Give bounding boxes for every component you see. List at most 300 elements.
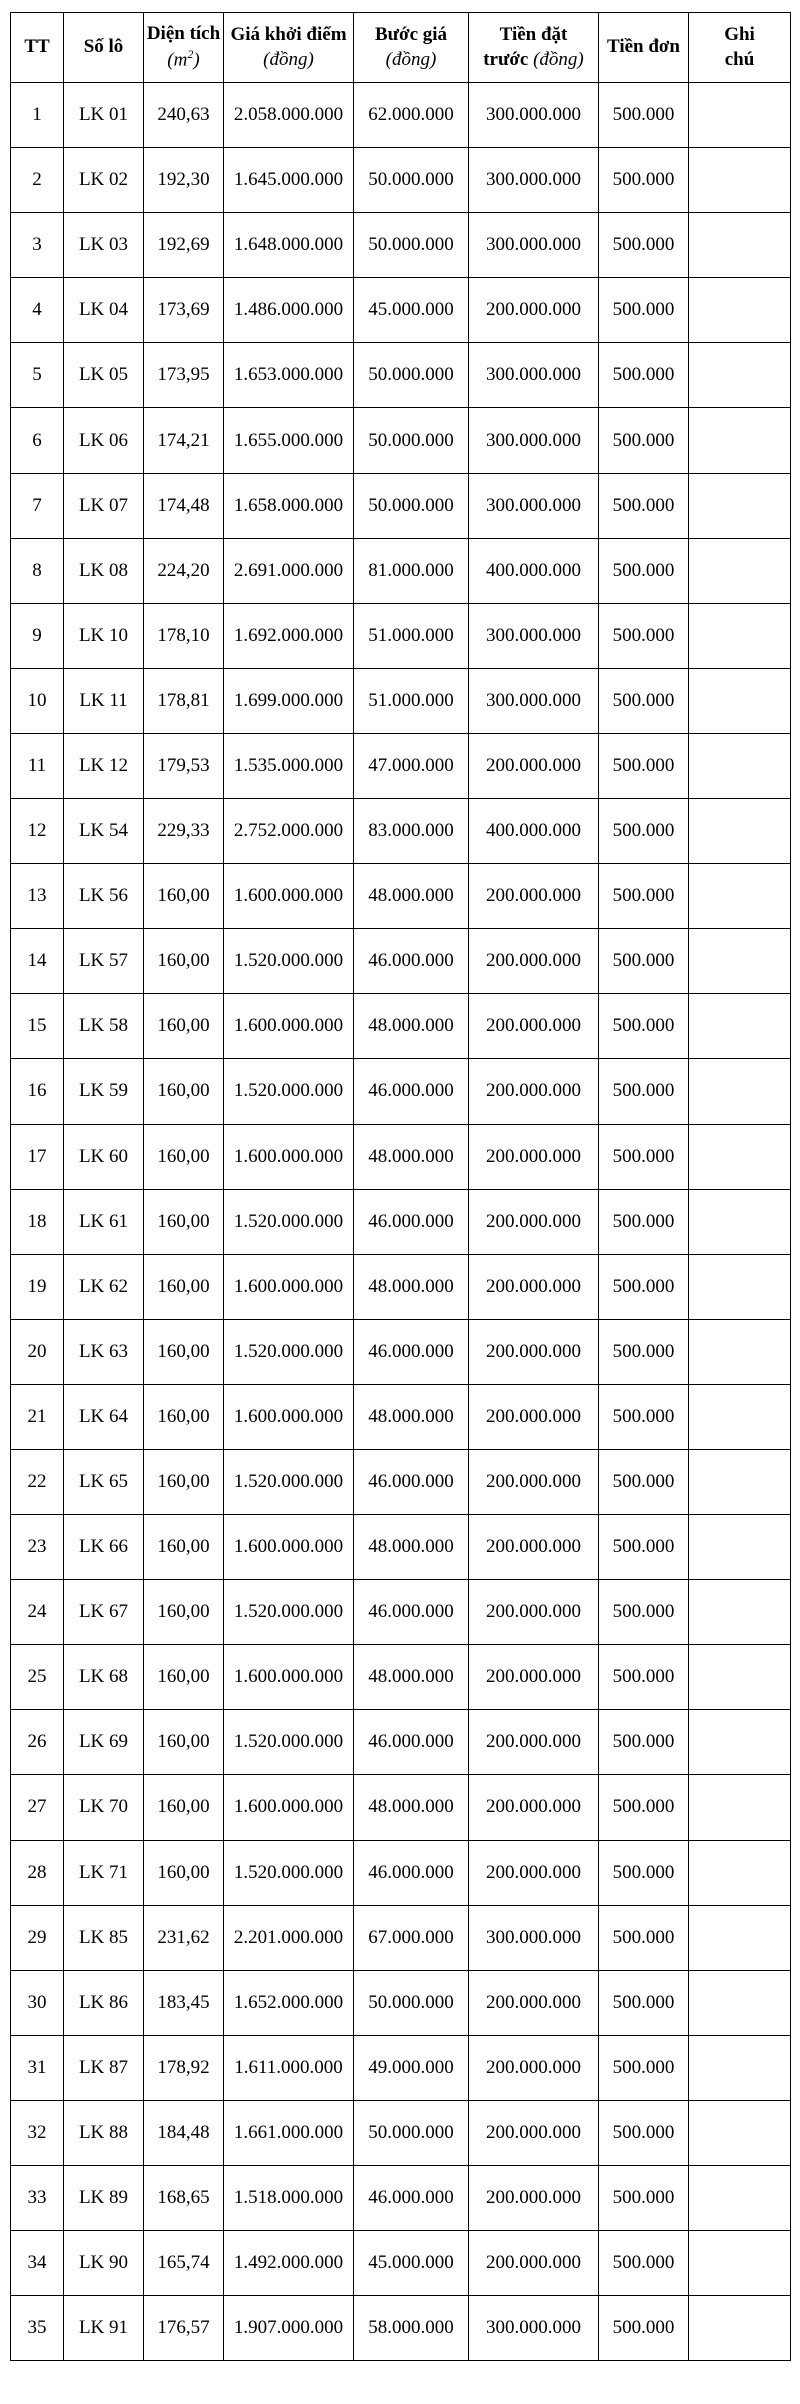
table-row <box>11 1319 791 1384</box>
cell-area: 165,74 <box>144 2231 224 2296</box>
cell-application-fee: 500.000 <box>599 1840 689 1905</box>
header-start-price-label: Giá khởi điểm <box>230 23 347 45</box>
cell-lot-number: LK 66 <box>64 1515 144 1580</box>
cell-area: 178,92 <box>144 2035 224 2100</box>
cell-price-step: 50.000.000 <box>354 343 469 408</box>
cell-area: 231,62 <box>144 1905 224 1970</box>
cell-start-price: 1.520.000.000 <box>224 1189 354 1254</box>
cell-area: 160,00 <box>144 864 224 929</box>
header-note-label: Ghi <box>724 23 755 45</box>
cell-tt: 30 <box>11 1970 64 2035</box>
header-area-unit-prefix: (m <box>167 49 188 71</box>
cell-tt: 11 <box>11 733 64 798</box>
cell-lot-number: LK 64 <box>64 1384 144 1449</box>
cell-tt: 2 <box>11 148 64 213</box>
table-row <box>11 2035 791 2100</box>
cell-deposit: 200.000.000 <box>469 2231 599 2296</box>
cell-application-fee: 500.000 <box>599 408 689 473</box>
cell-application-fee: 500.000 <box>599 1384 689 1449</box>
cell-note <box>689 929 791 994</box>
cell-price-step: 46.000.000 <box>354 1710 469 1775</box>
cell-price-step: 48.000.000 <box>354 1775 469 1840</box>
cell-lot-number: LK 11 <box>64 668 144 733</box>
cell-application-fee: 500.000 <box>599 1319 689 1384</box>
table-row <box>11 2296 791 2361</box>
cell-tt: 33 <box>11 2166 64 2231</box>
cell-deposit: 200.000.000 <box>469 1449 599 1514</box>
cell-price-step: 83.000.000 <box>354 799 469 864</box>
cell-price-step: 46.000.000 <box>354 1840 469 1905</box>
table-row <box>11 2166 791 2231</box>
cell-area: 160,00 <box>144 1840 224 1905</box>
cell-lot-number: LK 57 <box>64 929 144 994</box>
lot-table-container <box>10 12 791 2361</box>
cell-price-step: 47.000.000 <box>354 733 469 798</box>
cell-tt: 9 <box>11 603 64 668</box>
cell-note <box>689 2166 791 2231</box>
cell-tt: 34 <box>11 2231 64 2296</box>
table-row <box>11 1384 791 1449</box>
cell-lot-number: LK 60 <box>64 1124 144 1189</box>
cell-application-fee: 500.000 <box>599 2296 689 2361</box>
cell-deposit: 200.000.000 <box>469 1840 599 1905</box>
cell-application-fee: 500.000 <box>599 2166 689 2231</box>
cell-note <box>689 408 791 473</box>
cell-lot-number: LK 05 <box>64 343 144 408</box>
cell-area: 160,00 <box>144 929 224 994</box>
cell-deposit: 400.000.000 <box>469 538 599 603</box>
cell-price-step: 48.000.000 <box>354 864 469 929</box>
cell-tt: 3 <box>11 213 64 278</box>
cell-tt: 15 <box>11 994 64 1059</box>
cell-area: 173,95 <box>144 343 224 408</box>
cell-tt: 5 <box>11 343 64 408</box>
cell-deposit: 200.000.000 <box>469 929 599 994</box>
cell-price-step: 51.000.000 <box>354 603 469 668</box>
cell-tt: 35 <box>11 2296 64 2361</box>
cell-price-step: 46.000.000 <box>354 1189 469 1254</box>
cell-area: 183,45 <box>144 1970 224 2035</box>
cell-application-fee: 500.000 <box>599 994 689 1059</box>
cell-lot-number: LK 03 <box>64 213 144 278</box>
cell-start-price: 1.600.000.000 <box>224 864 354 929</box>
header-area-label: Diện tích <box>146 23 221 45</box>
cell-tt: 25 <box>11 1645 64 1710</box>
cell-application-fee: 500.000 <box>599 1515 689 1580</box>
table-row <box>11 1775 791 1840</box>
cell-lot-number: LK 62 <box>64 1254 144 1319</box>
cell-note <box>689 343 791 408</box>
cell-lot-number: LK 63 <box>64 1319 144 1384</box>
cell-price-step: 48.000.000 <box>354 1124 469 1189</box>
cell-deposit: 200.000.000 <box>469 1645 599 1710</box>
cell-start-price: 1.492.000.000 <box>224 2231 354 2296</box>
cell-application-fee: 500.000 <box>599 473 689 538</box>
cell-start-price: 1.520.000.000 <box>224 1840 354 1905</box>
header-deposit-unit: (đồng) <box>533 48 584 70</box>
cell-area: 168,65 <box>144 2166 224 2231</box>
cell-lot-number: LK 06 <box>64 408 144 473</box>
cell-area: 174,48 <box>144 473 224 538</box>
cell-area: 240,63 <box>144 83 224 148</box>
cell-price-step: 46.000.000 <box>354 1580 469 1645</box>
header-area-unit <box>146 47 221 73</box>
cell-tt: 8 <box>11 538 64 603</box>
cell-note <box>689 2100 791 2165</box>
cell-tt: 21 <box>11 1384 64 1449</box>
cell-lot-number: LK 71 <box>64 1840 144 1905</box>
table-row <box>11 278 791 343</box>
cell-note <box>689 1515 791 1580</box>
cell-start-price: 1.600.000.000 <box>224 1384 354 1449</box>
cell-area: 160,00 <box>144 1515 224 1580</box>
cell-application-fee: 500.000 <box>599 1254 689 1319</box>
cell-area: 224,20 <box>144 538 224 603</box>
cell-tt: 14 <box>11 929 64 994</box>
table-row <box>11 538 791 603</box>
cell-area: 192,69 <box>144 213 224 278</box>
cell-start-price: 1.645.000.000 <box>224 148 354 213</box>
cell-deposit: 300.000.000 <box>469 668 599 733</box>
cell-note <box>689 278 791 343</box>
table-row <box>11 473 791 538</box>
cell-start-price: 1.520.000.000 <box>224 1710 354 1775</box>
cell-price-step: 48.000.000 <box>354 994 469 1059</box>
cell-application-fee: 500.000 <box>599 603 689 668</box>
cell-price-step: 50.000.000 <box>354 1970 469 2035</box>
header-lot <box>64 13 144 83</box>
cell-price-step: 45.000.000 <box>354 278 469 343</box>
cell-application-fee: 500.000 <box>599 213 689 278</box>
cell-note <box>689 2035 791 2100</box>
header-area-unit-sup: 2 <box>187 46 194 61</box>
cell-lot-number: LK 02 <box>64 148 144 213</box>
cell-price-step: 50.000.000 <box>354 408 469 473</box>
cell-start-price: 1.520.000.000 <box>224 1319 354 1384</box>
cell-application-fee: 500.000 <box>599 1775 689 1840</box>
cell-area: 160,00 <box>144 1189 224 1254</box>
cell-price-step: 46.000.000 <box>354 1059 469 1124</box>
cell-note <box>689 1319 791 1384</box>
cell-start-price: 1.611.000.000 <box>224 2035 354 2100</box>
table-row <box>11 1189 791 1254</box>
cell-tt: 20 <box>11 1319 64 1384</box>
cell-lot-number: LK 65 <box>64 1449 144 1514</box>
cell-application-fee: 500.000 <box>599 2035 689 2100</box>
cell-deposit: 200.000.000 <box>469 1189 599 1254</box>
header-note <box>689 13 791 83</box>
table-row <box>11 1905 791 1970</box>
header-step-unit: (đồng) <box>385 48 437 70</box>
cell-tt: 16 <box>11 1059 64 1124</box>
cell-note <box>689 1449 791 1514</box>
cell-tt: 26 <box>11 1710 64 1775</box>
cell-price-step: 48.000.000 <box>354 1384 469 1449</box>
cell-application-fee: 500.000 <box>599 668 689 733</box>
cell-deposit: 200.000.000 <box>469 864 599 929</box>
cell-start-price: 1.520.000.000 <box>224 1449 354 1514</box>
cell-area: 160,00 <box>144 1645 224 1710</box>
cell-area: 160,00 <box>144 1449 224 1514</box>
cell-lot-number: LK 08 <box>64 538 144 603</box>
cell-deposit: 200.000.000 <box>469 2100 599 2165</box>
table-row <box>11 148 791 213</box>
table-header <box>11 13 791 83</box>
cell-application-fee: 500.000 <box>599 1189 689 1254</box>
header-step-label: Bước giá <box>374 23 448 45</box>
cell-application-fee: 500.000 <box>599 1970 689 2035</box>
table-row <box>11 1449 791 1514</box>
cell-tt: 23 <box>11 1515 64 1580</box>
cell-price-step: 67.000.000 <box>354 1905 469 1970</box>
table-row <box>11 799 791 864</box>
cell-lot-number: LK 67 <box>64 1580 144 1645</box>
cell-application-fee: 500.000 <box>599 1645 689 1710</box>
cell-area: 160,00 <box>144 1710 224 1775</box>
cell-deposit: 300.000.000 <box>469 1905 599 1970</box>
cell-start-price: 2.752.000.000 <box>224 799 354 864</box>
lot-price-table <box>10 12 791 2361</box>
cell-tt: 4 <box>11 278 64 343</box>
cell-note <box>689 83 791 148</box>
table-row <box>11 2100 791 2165</box>
table-row <box>11 1059 791 1124</box>
cell-note <box>689 1775 791 1840</box>
cell-deposit: 300.000.000 <box>469 2296 599 2361</box>
cell-start-price: 1.661.000.000 <box>224 2100 354 2165</box>
cell-start-price: 2.691.000.000 <box>224 538 354 603</box>
cell-deposit: 200.000.000 <box>469 1319 599 1384</box>
cell-deposit: 200.000.000 <box>469 994 599 1059</box>
cell-lot-number: LK 87 <box>64 2035 144 2100</box>
cell-tt: 24 <box>11 1580 64 1645</box>
header-lot-label: Số lô <box>83 36 124 58</box>
cell-lot-number: LK 69 <box>64 1710 144 1775</box>
cell-note <box>689 668 791 733</box>
header-tt <box>11 13 64 83</box>
cell-tt: 12 <box>11 799 64 864</box>
cell-start-price: 1.699.000.000 <box>224 668 354 733</box>
cell-application-fee: 500.000 <box>599 864 689 929</box>
cell-tt: 1 <box>11 83 64 148</box>
header-note-label-line2: chú <box>724 48 755 70</box>
cell-start-price: 1.600.000.000 <box>224 1775 354 1840</box>
cell-lot-number: LK 61 <box>64 1189 144 1254</box>
cell-start-price: 2.201.000.000 <box>224 1905 354 1970</box>
cell-note <box>689 148 791 213</box>
table-row <box>11 213 791 278</box>
cell-tt: 13 <box>11 864 64 929</box>
cell-area: 160,00 <box>144 1384 224 1449</box>
cell-price-step: 81.000.000 <box>354 538 469 603</box>
cell-start-price: 1.648.000.000 <box>224 213 354 278</box>
cell-price-step: 46.000.000 <box>354 929 469 994</box>
cell-application-fee: 500.000 <box>599 1710 689 1775</box>
cell-start-price: 1.600.000.000 <box>224 1254 354 1319</box>
cell-tt: 28 <box>11 1840 64 1905</box>
cell-tt: 6 <box>11 408 64 473</box>
cell-deposit: 200.000.000 <box>469 2035 599 2100</box>
cell-start-price: 1.520.000.000 <box>224 1580 354 1645</box>
cell-note <box>689 1840 791 1905</box>
header-deposit <box>469 13 599 83</box>
cell-application-fee: 500.000 <box>599 148 689 213</box>
cell-area: 184,48 <box>144 2100 224 2165</box>
cell-price-step: 50.000.000 <box>354 2100 469 2165</box>
cell-note <box>689 799 791 864</box>
header-deposit-label-line2: trước <box>483 48 529 70</box>
cell-note <box>689 864 791 929</box>
cell-deposit: 300.000.000 <box>469 603 599 668</box>
header-row <box>11 13 791 83</box>
cell-tt: 7 <box>11 473 64 538</box>
table-row <box>11 668 791 733</box>
cell-note <box>689 1970 791 2035</box>
cell-start-price: 1.520.000.000 <box>224 929 354 994</box>
cell-lot-number: LK 07 <box>64 473 144 538</box>
table-row <box>11 603 791 668</box>
cell-lot-number: LK 12 <box>64 733 144 798</box>
cell-price-step: 58.000.000 <box>354 2296 469 2361</box>
cell-lot-number: LK 85 <box>64 1905 144 1970</box>
cell-start-price: 1.600.000.000 <box>224 1645 354 1710</box>
cell-note <box>689 1124 791 1189</box>
cell-area: 160,00 <box>144 1254 224 1319</box>
cell-tt: 29 <box>11 1905 64 1970</box>
cell-note <box>689 1384 791 1449</box>
header-start-price <box>224 13 354 83</box>
cell-start-price: 1.600.000.000 <box>224 994 354 1059</box>
header-area <box>144 13 224 83</box>
cell-lot-number: LK 68 <box>64 1645 144 1710</box>
header-step <box>354 13 469 83</box>
cell-deposit: 200.000.000 <box>469 1970 599 2035</box>
cell-tt: 17 <box>11 1124 64 1189</box>
cell-start-price: 1.600.000.000 <box>224 1124 354 1189</box>
cell-tt: 31 <box>11 2035 64 2100</box>
cell-note <box>689 1059 791 1124</box>
cell-tt: 22 <box>11 1449 64 1514</box>
cell-lot-number: LK 59 <box>64 1059 144 1124</box>
cell-lot-number: LK 01 <box>64 83 144 148</box>
cell-deposit: 300.000.000 <box>469 148 599 213</box>
cell-start-price: 1.658.000.000 <box>224 473 354 538</box>
cell-area: 179,53 <box>144 733 224 798</box>
table-row <box>11 1254 791 1319</box>
cell-tt: 32 <box>11 2100 64 2165</box>
cell-application-fee: 500.000 <box>599 1905 689 1970</box>
table-row <box>11 929 791 994</box>
cell-application-fee: 500.000 <box>599 733 689 798</box>
cell-note <box>689 1580 791 1645</box>
header-fee <box>599 13 689 83</box>
cell-note <box>689 213 791 278</box>
table-row <box>11 343 791 408</box>
cell-start-price: 1.653.000.000 <box>224 343 354 408</box>
cell-lot-number: LK 90 <box>64 2231 144 2296</box>
cell-price-step: 51.000.000 <box>354 668 469 733</box>
cell-price-step: 50.000.000 <box>354 213 469 278</box>
cell-area: 173,69 <box>144 278 224 343</box>
cell-deposit: 200.000.000 <box>469 278 599 343</box>
cell-price-step: 62.000.000 <box>354 83 469 148</box>
cell-price-step: 46.000.000 <box>354 1319 469 1384</box>
cell-deposit: 300.000.000 <box>469 213 599 278</box>
cell-lot-number: LK 10 <box>64 603 144 668</box>
header-area-unit-suffix: ) <box>193 49 200 71</box>
cell-area: 160,00 <box>144 1319 224 1384</box>
cell-deposit: 300.000.000 <box>469 83 599 148</box>
cell-start-price: 1.535.000.000 <box>224 733 354 798</box>
cell-start-price: 1.907.000.000 <box>224 2296 354 2361</box>
cell-start-price: 1.655.000.000 <box>224 408 354 473</box>
cell-start-price: 1.652.000.000 <box>224 1970 354 2035</box>
cell-lot-number: LK 86 <box>64 1970 144 2035</box>
table-row <box>11 1970 791 2035</box>
table-body <box>11 83 791 2361</box>
table-row <box>11 1710 791 1775</box>
cell-deposit: 300.000.000 <box>469 408 599 473</box>
cell-area: 178,81 <box>144 668 224 733</box>
cell-tt: 27 <box>11 1775 64 1840</box>
cell-lot-number: LK 58 <box>64 994 144 1059</box>
cell-start-price: 2.058.000.000 <box>224 83 354 148</box>
cell-start-price: 1.692.000.000 <box>224 603 354 668</box>
cell-deposit: 200.000.000 <box>469 733 599 798</box>
cell-note <box>689 2231 791 2296</box>
cell-note <box>689 1645 791 1710</box>
cell-application-fee: 500.000 <box>599 2100 689 2165</box>
cell-deposit: 300.000.000 <box>469 343 599 408</box>
cell-application-fee: 500.000 <box>599 538 689 603</box>
cell-lot-number: LK 91 <box>64 2296 144 2361</box>
cell-note <box>689 538 791 603</box>
cell-deposit: 200.000.000 <box>469 1384 599 1449</box>
cell-start-price: 1.600.000.000 <box>224 1515 354 1580</box>
cell-deposit: 300.000.000 <box>469 473 599 538</box>
cell-application-fee: 500.000 <box>599 83 689 148</box>
table-row <box>11 408 791 473</box>
cell-tt: 19 <box>11 1254 64 1319</box>
cell-deposit: 200.000.000 <box>469 1124 599 1189</box>
cell-note <box>689 994 791 1059</box>
header-deposit-label: Tiền đặt <box>499 23 568 45</box>
header-fee-label: Tiền đơn <box>606 36 680 58</box>
table-row <box>11 1124 791 1189</box>
cell-note <box>689 603 791 668</box>
cell-price-step: 45.000.000 <box>354 2231 469 2296</box>
cell-deposit: 200.000.000 <box>469 1059 599 1124</box>
cell-application-fee: 500.000 <box>599 1059 689 1124</box>
table-row <box>11 2231 791 2296</box>
cell-note <box>689 473 791 538</box>
cell-note <box>689 1189 791 1254</box>
cell-area: 160,00 <box>144 994 224 1059</box>
cell-price-step: 49.000.000 <box>354 2035 469 2100</box>
table-row <box>11 733 791 798</box>
cell-start-price: 1.520.000.000 <box>224 1059 354 1124</box>
table-row <box>11 1580 791 1645</box>
table-row <box>11 1840 791 1905</box>
cell-area: 160,00 <box>144 1580 224 1645</box>
cell-note <box>689 1710 791 1775</box>
header-tt-label: TT <box>24 36 50 58</box>
cell-application-fee: 500.000 <box>599 343 689 408</box>
cell-application-fee: 500.000 <box>599 278 689 343</box>
cell-deposit: 400.000.000 <box>469 799 599 864</box>
cell-price-step: 46.000.000 <box>354 2166 469 2231</box>
cell-area: 178,10 <box>144 603 224 668</box>
